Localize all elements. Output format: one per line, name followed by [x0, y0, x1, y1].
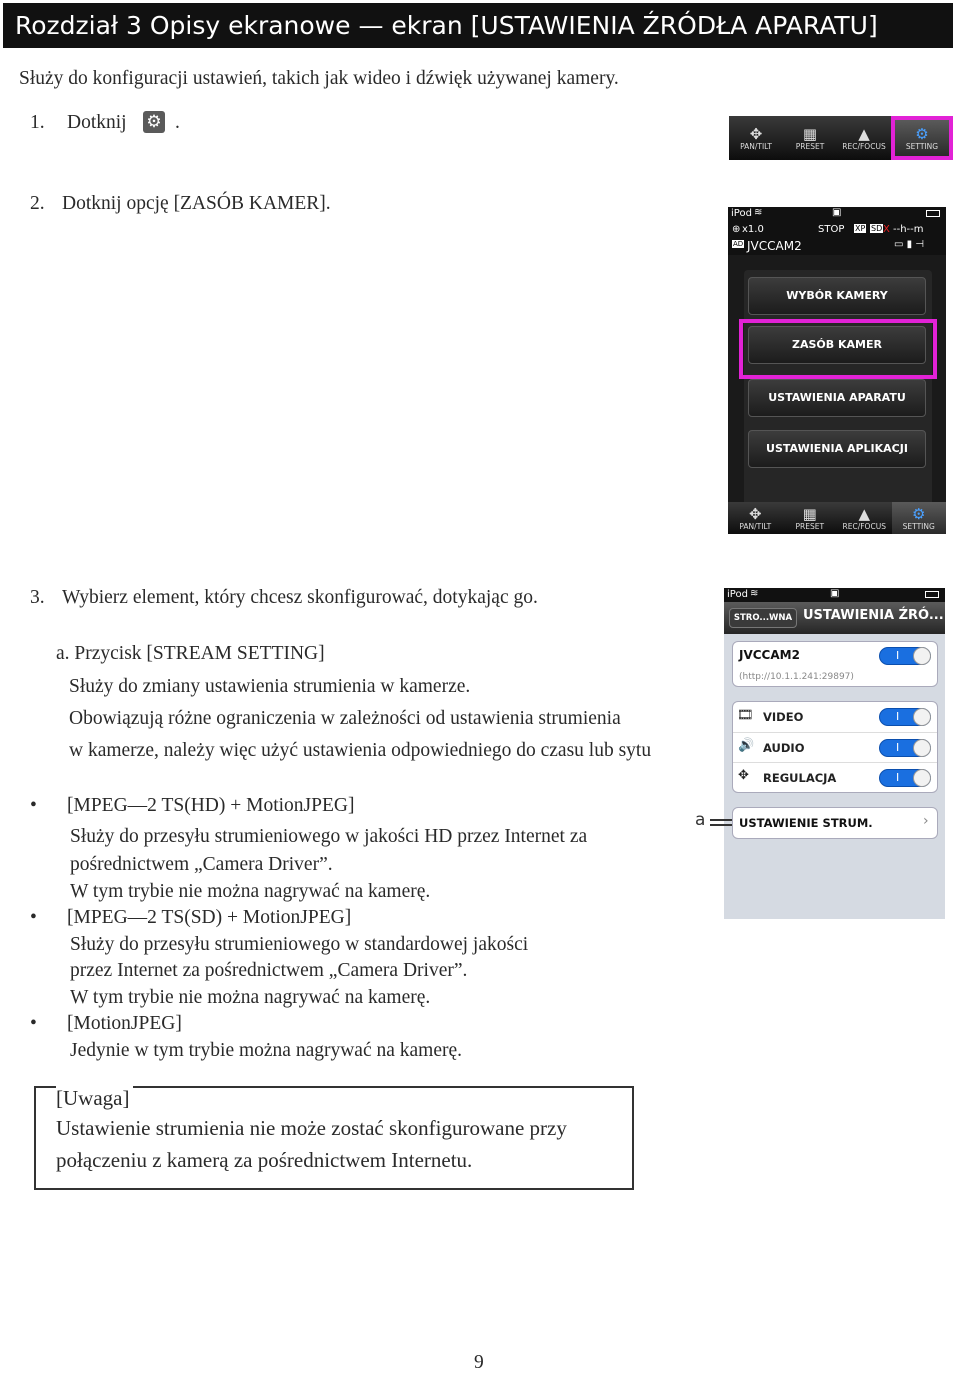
- camera-source-button[interactable]: ZASÓB KAMER: [748, 326, 926, 364]
- tab-rec-focus[interactable]: [837, 502, 892, 534]
- row-audio[interactable]: [733, 732, 937, 763]
- gear-icon: ⚙: [912, 504, 926, 523]
- toggle-on-label: I: [896, 741, 900, 754]
- quality-badge: XP: [855, 224, 866, 233]
- tab-preset[interactable]: [783, 502, 838, 534]
- camera-select-button[interactable]: WYBÓR KAMERY: [748, 277, 926, 315]
- stream-setting-label: USTAWIENIE STRUM.: [739, 816, 873, 830]
- tab-label: PRESET: [795, 521, 825, 531]
- bullet-mark: •: [30, 907, 37, 928]
- lock-icon: ▣: [830, 588, 840, 599]
- row-label: AUDIO: [763, 741, 805, 755]
- toggle-knob: [913, 647, 931, 665]
- tab-bar: [728, 502, 946, 534]
- gear-icon: ⚙: [915, 124, 929, 143]
- tab-label: PAN/TILT: [739, 521, 772, 531]
- bullet-title: [MPEG—2 TS(SD) + MotionJPEG]: [67, 907, 352, 928]
- step2-text: Dotknij opcję [ZASÓB KAMER].: [62, 193, 331, 214]
- toggle-knob: [913, 769, 931, 787]
- camera-name: JVCCAM2: [747, 239, 802, 253]
- speaker-icon: 🔊: [738, 738, 755, 753]
- tab-label: SETTING: [902, 521, 935, 531]
- toggle-on-label: I: [896, 771, 900, 784]
- ad-badge: AD: [733, 240, 744, 248]
- tab-pan-tilt[interactable]: [728, 502, 783, 534]
- item-a-line2: Obowiązują różne ograniczenia w zależności od ustawienia strumienia: [69, 708, 621, 729]
- row-label: REGULACJA: [763, 771, 837, 785]
- note-box: [34, 1086, 634, 1190]
- page-number: 9: [474, 1352, 484, 1373]
- phone-screenshot-menu: [728, 207, 946, 534]
- app-settings-button[interactable]: USTAWIENIA APLIKACJI: [748, 430, 926, 468]
- film-icon: 🎞: [737, 708, 754, 723]
- lock-icon: ▣: [832, 207, 842, 218]
- camera-toggle[interactable]: [879, 647, 931, 665]
- move-icon: ✥: [738, 768, 749, 783]
- status-bar: [728, 207, 946, 221]
- bullet-line: W tym trybie nie można nagrywać na kamerę.: [70, 881, 431, 902]
- bullet-mark: •: [30, 795, 37, 816]
- stream-setting-button[interactable]: [732, 807, 938, 839]
- step1-suffix: .: [175, 112, 180, 133]
- tab-rec-focus[interactable]: [837, 116, 891, 160]
- camera-status-bar: [728, 221, 946, 255]
- adjust-toggle[interactable]: [879, 769, 931, 787]
- chevron-right-icon: ›: [923, 813, 929, 829]
- media-error-mark: X: [883, 224, 890, 235]
- battery-icon: [925, 591, 939, 598]
- bullet-title: [MPEG—2 TS(HD) + MotionJPEG]: [67, 795, 355, 816]
- carrier-label: iPod: [731, 208, 752, 219]
- zoom-icon: ⊕: [732, 224, 741, 235]
- camera-name: JVCCAM2: [739, 648, 800, 662]
- pan-tilt-icon: ✥: [749, 124, 763, 143]
- bullet-line: W tym trybie nie można nagrywać na kamerę.: [70, 987, 431, 1008]
- item-a-line1: Służy do zmiany ustawienia strumienia w kamerze.: [69, 676, 471, 697]
- bullet-line: przez Internet za pośrednictwem „Camera Driver”.: [70, 960, 468, 981]
- media-badge: SD: [871, 224, 883, 233]
- settings-rows-card: [732, 701, 938, 793]
- video-toggle[interactable]: [879, 708, 931, 726]
- toggle-knob: [913, 708, 931, 726]
- audio-toggle[interactable]: [879, 739, 931, 757]
- tab-pan-tilt[interactable]: [729, 116, 783, 160]
- rec-status: STOP: [818, 224, 845, 235]
- toggle-on-label: I: [896, 649, 900, 662]
- row-adjust[interactable]: [733, 762, 937, 793]
- tab-preset[interactable]: [783, 116, 837, 160]
- tab-bar-crop: [729, 116, 953, 160]
- page-header: Rozdział 3 Opisy ekranowe — ekran [USTAWIENIA ŹRÓDŁA APARATU]: [3, 3, 953, 48]
- row-label: VIDEO: [763, 710, 804, 724]
- zoom-level: x1.0: [742, 224, 764, 235]
- remaining-time: --h--m: [893, 224, 924, 235]
- item-a-title: a. Przycisk [STREAM SETTING]: [56, 643, 325, 664]
- bullet-title: [MotionJPEG]: [67, 1013, 182, 1034]
- step1-number: 1.: [30, 112, 45, 133]
- item-a-line3: w kamerze, należy więc użyć ustawienia odpowiedniego do czasu lub sytu: [69, 740, 652, 761]
- camera-card[interactable]: [732, 641, 938, 687]
- toggle-knob: [913, 739, 931, 757]
- battery-icon: [926, 210, 940, 217]
- tab-setting[interactable]: [891, 116, 953, 160]
- bullet-line: Służy do przesyłu strumieniowego w jakości HD przez Internet za: [70, 826, 588, 847]
- wifi-icon: ≋: [750, 588, 759, 599]
- bullet-mark: •: [30, 1013, 37, 1034]
- note-title: [Uwaga]: [56, 1086, 133, 1111]
- callout-line: [710, 819, 732, 821]
- preset-icon: ▦: [802, 124, 818, 143]
- tab-label: SETTING: [905, 141, 939, 151]
- carrier-label: iPod: [727, 589, 748, 600]
- tab-label: PAN/TILT: [740, 141, 772, 151]
- status-bar: [724, 588, 945, 602]
- bullet-line: Jedynie w tym trybie można nagrywać na kamerę.: [70, 1040, 463, 1061]
- callout-label: a: [695, 810, 706, 830]
- nav-title: USTAWIENIA ŹRÓ...: [803, 608, 944, 623]
- bullet-line: pośrednictwem „Camera Driver”.: [70, 854, 333, 875]
- camera-settings-button[interactable]: USTAWIENIA APARATU: [748, 379, 926, 417]
- note-line1: Ustawienie strumienia nie może zostać skonfigurowane przy: [56, 1116, 567, 1140]
- wifi-icon: ≋: [754, 207, 763, 218]
- step2-number: 2.: [30, 193, 45, 214]
- tab-label: PRESET: [795, 141, 825, 151]
- row-video[interactable]: [733, 702, 937, 732]
- step3-text: Wybierz element, który chcesz skonfigurować, dotykając go.: [62, 587, 538, 608]
- camera-address: (http://10.1.1.241:29897): [739, 672, 854, 682]
- note-line2: połączeniu z kamerą za pośrednictwem Internetu.: [56, 1148, 473, 1172]
- step1-text: Dotknij: [67, 112, 127, 133]
- nav-bar: [724, 602, 945, 634]
- phone-screenshot-source-settings: [724, 588, 945, 919]
- pan-tilt-icon: ✥: [748, 504, 762, 523]
- back-button[interactable]: STRO...WNA: [729, 608, 797, 628]
- step3-number: 3.: [30, 587, 45, 608]
- camera-status-icons: ▭ ▮ ⊣: [894, 239, 925, 250]
- rec-focus-icon: ▲: [858, 124, 870, 143]
- rec-focus-icon: ▲: [858, 504, 871, 523]
- callout-line: [710, 824, 732, 826]
- preset-icon: ▦: [802, 504, 817, 523]
- toggle-on-label: I: [896, 710, 900, 723]
- gear-icon: ⚙: [143, 111, 165, 133]
- tab-label: REC/FOCUS: [842, 141, 886, 151]
- tab-setting[interactable]: [892, 502, 947, 534]
- bullet-line: Służy do przesyłu strumieniowego w standardowej jakości: [70, 934, 529, 955]
- tab-label: REC/FOCUS: [842, 521, 886, 531]
- intro-text: Służy do konfiguracji ustawień, takich jak wideo i dźwięk używanej kamery.: [19, 68, 619, 89]
